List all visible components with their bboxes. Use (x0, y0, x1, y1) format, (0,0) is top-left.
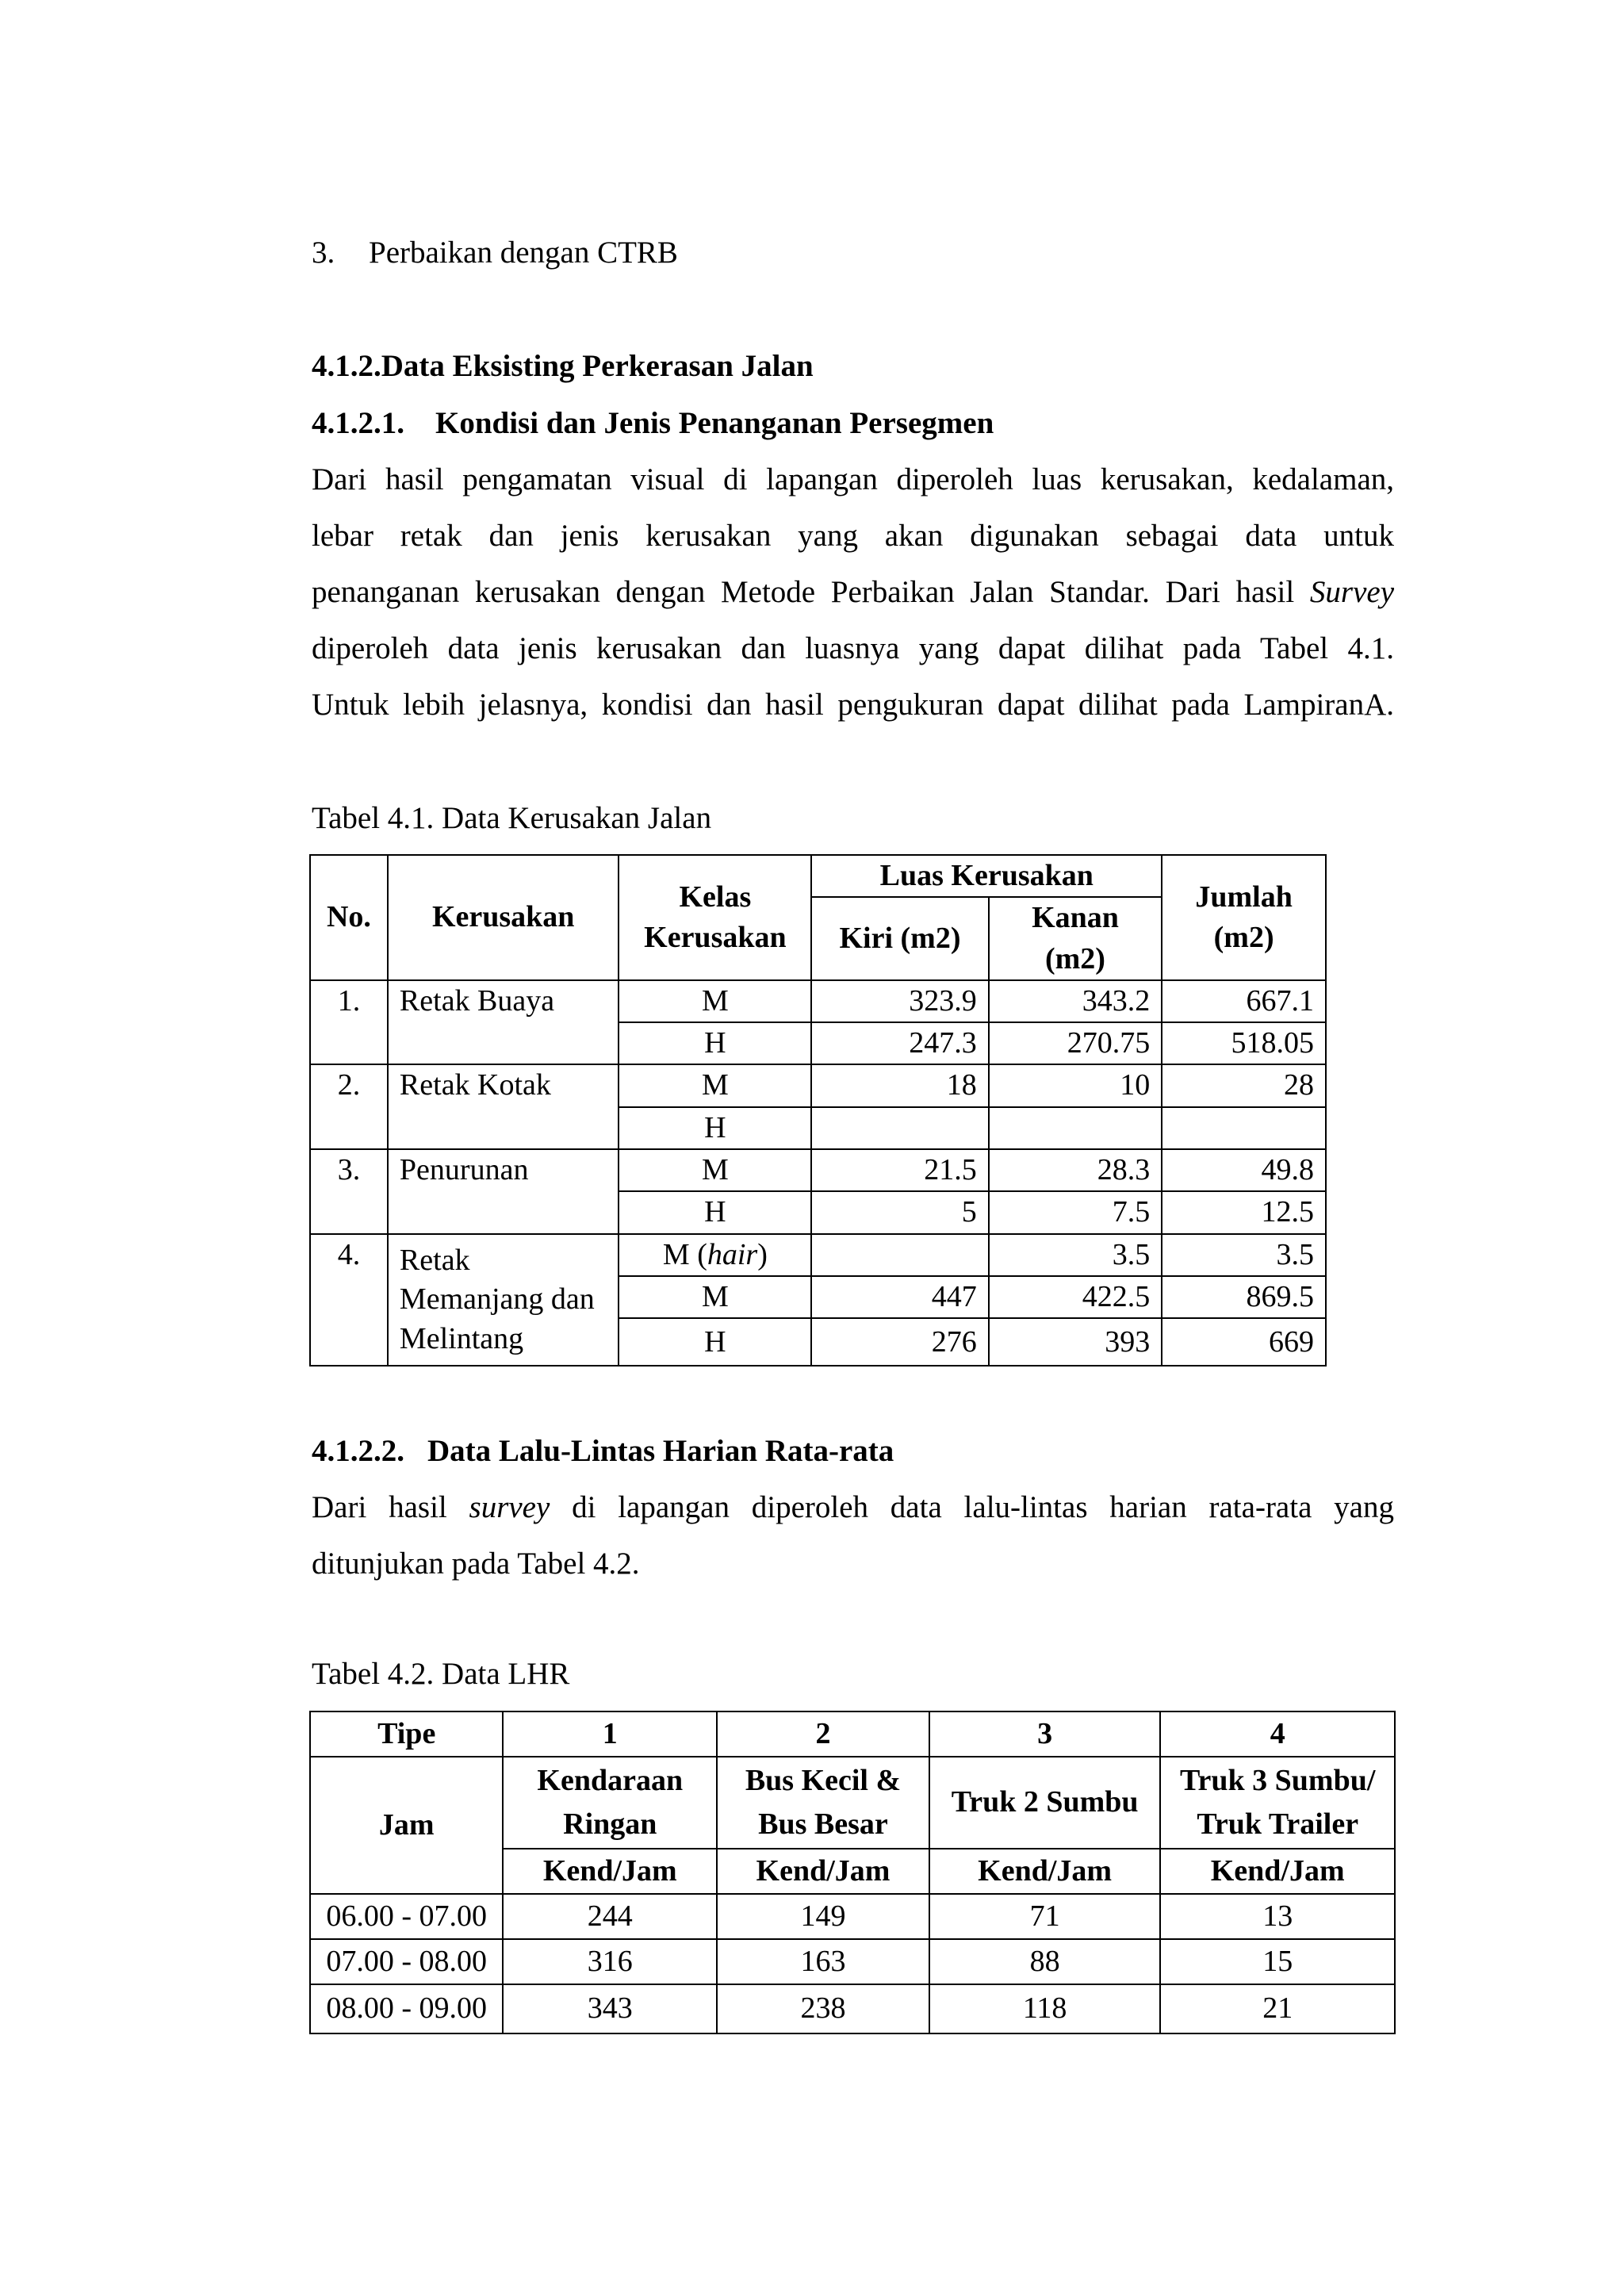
header-type-name: Truk 3 Sumbu/ Truk Trailer (1160, 1757, 1395, 1849)
header-type-name: Truk 2 Sumbu (929, 1757, 1161, 1849)
cell-kanan (989, 1107, 1162, 1149)
cell-kelas: H (619, 1107, 811, 1149)
cell-kelas-text: M (662, 1237, 690, 1271)
cell-kiri (811, 1234, 988, 1276)
cell-jam: 06.00 - 07.00 (310, 1894, 503, 1939)
heading-number: 4.1.2.2. (312, 1434, 404, 1468)
cell-value: 15 (1160, 1939, 1395, 1984)
header-type-num: 2 (717, 1711, 929, 1757)
cell-value: 71 (929, 1894, 1161, 1939)
table-row (310, 1234, 1326, 1276)
cell-no: 3. (310, 1149, 388, 1234)
cell-kanan: 393 (989, 1318, 1162, 1366)
cell-kelas-note: hair (707, 1237, 758, 1271)
heading-text: Data Lalu-Lintas Harian Rata-rata (427, 1434, 894, 1468)
lhr-table (309, 1711, 1396, 2034)
heading-text: Kondisi dan Jenis Penanganan Persegmen (435, 406, 994, 440)
cell-value: 118 (929, 1984, 1161, 2033)
cell-kelas: M (619, 980, 811, 1022)
header-kerusakan: Kerusakan (388, 855, 619, 980)
heading-text: Data Eksisting Perkerasan Jalan (381, 349, 814, 383)
header-kelas: Kelas Kerusakan (619, 855, 811, 980)
paragraph-italic-text: Survey (1309, 575, 1394, 609)
cell-kiri: 447 (811, 1276, 988, 1318)
table-caption: Tabel 4.1. Data Kerusakan Jalan (312, 801, 712, 835)
cell-kiri: 276 (811, 1318, 988, 1366)
table-row (310, 980, 1326, 1022)
cell-no: 2. (310, 1064, 388, 1149)
cell-jumlah: 669 (1162, 1318, 1326, 1366)
paragraph-italic-text: survey (469, 1490, 550, 1524)
header-kanan: Kanan (m2) (989, 897, 1162, 980)
cell-kerusakan: Retak Memanjang dan Melintang (388, 1234, 619, 1366)
cell-value: 88 (929, 1939, 1161, 1984)
header-kiri: Kiri (m2) (811, 897, 988, 980)
header-tipe: Tipe (310, 1711, 503, 1757)
cell-kerusakan: Retak Buaya (388, 980, 619, 1065)
section-heading-412 (312, 351, 814, 381)
header-type-name: Bus Kecil & Bus Besar (717, 1757, 929, 1849)
paragraph-line: lebar retak dan jenis kerusakan yang akan digunakan sebagai data untuk (312, 519, 1394, 553)
header-no: No. (310, 855, 388, 980)
heading-number: 4.1.2.1. (312, 406, 404, 440)
cell-kelas: H (619, 1191, 811, 1233)
cell-jumlah: 518.05 (1162, 1022, 1326, 1064)
cell-jumlah: 49.8 (1162, 1149, 1326, 1191)
cell-value: 149 (717, 1894, 929, 1939)
paragraph-line: ditunjukan pada Tabel 4.2. (312, 1547, 640, 1581)
table-row (310, 1064, 1326, 1106)
cell-kelas: H (619, 1022, 811, 1064)
cell-kanan: 343.2 (989, 980, 1162, 1022)
header-type-num: 1 (503, 1711, 717, 1757)
paragraph-text: di lapangan diperoleh data lalu-lintas harian rata-rata yang (550, 1490, 1394, 1524)
cell-kelas: H (619, 1318, 811, 1366)
cell-kiri (811, 1107, 988, 1149)
header-luas: Luas Kerusakan (811, 855, 1162, 897)
cell-jam: 07.00 - 08.00 (310, 1939, 503, 1984)
header-unit: Kend/Jam (929, 1849, 1161, 1894)
cell-kanan: 422.5 (989, 1276, 1162, 1318)
header-type-name: Kendaraan Ringan (503, 1757, 717, 1849)
cell-jam: 08.00 - 09.00 (310, 1984, 503, 2033)
cell-jumlah: 28 (1162, 1064, 1326, 1106)
cell-value: 21 (1160, 1984, 1395, 2033)
paragraph-text: Dari hasil (312, 1490, 469, 1524)
cell-value: 13 (1160, 1894, 1395, 1939)
paragraph-line: Dari hasil pengamatan visual di lapangan diperoleh luas kerusakan, kedalaman, (312, 462, 1394, 496)
cell-kerusakan: Retak Kotak (388, 1064, 619, 1149)
cell-value: 238 (717, 1984, 929, 2033)
cell-kanan: 10 (989, 1064, 1162, 1106)
list-item (312, 236, 678, 270)
cell-kelas: M (619, 1276, 811, 1318)
section-heading-4121 (312, 406, 994, 440)
cell-kanan: 270.75 (989, 1022, 1162, 1064)
table-caption: Tabel 4.2. Data LHR (312, 1657, 570, 1691)
cell-kanan: 28.3 (989, 1149, 1162, 1191)
cell-kelas: M (hair) (619, 1234, 811, 1276)
cell-kiri: 5 (811, 1191, 988, 1233)
header-jumlah: Jumlah (m2) (1162, 855, 1326, 980)
cell-kiri: 323.9 (811, 980, 988, 1022)
header-type-num: 3 (929, 1711, 1161, 1757)
paragraph-line: diperoleh data jenis kerusakan dan luasnya yang dapat dilihat pada Tabel 4.1. (312, 631, 1394, 665)
heading-number: 4.1.2. (312, 349, 381, 383)
damage-table (309, 854, 1327, 1366)
cell-kiri: 21.5 (811, 1149, 988, 1191)
table-row (310, 1939, 1395, 1984)
cell-kiri: 18 (811, 1064, 988, 1106)
cell-kelas: M (619, 1064, 811, 1106)
cell-value: 343 (503, 1984, 717, 2033)
table-row (310, 1984, 1395, 2033)
header-unit: Kend/Jam (1160, 1849, 1395, 1894)
cell-kerusakan: Penurunan (388, 1149, 619, 1234)
cell-no: 1. (310, 980, 388, 1065)
section-heading-4122 (312, 1434, 894, 1468)
cell-jumlah: 667.1 (1162, 980, 1326, 1022)
header-type-num: 4 (1160, 1711, 1395, 1757)
cell-jumlah: 12.5 (1162, 1191, 1326, 1233)
header-unit: Kend/Jam (503, 1849, 717, 1894)
cell-value: 244 (503, 1894, 717, 1939)
paragraph-text: penanganan kerusakan dengan Metode Perbaikan Jalan Standar. Dari hasil (312, 575, 1310, 609)
header-unit: Kend/Jam (717, 1849, 929, 1894)
cell-kanan: 3.5 (989, 1234, 1162, 1276)
cell-jumlah (1162, 1107, 1326, 1149)
cell-kanan: 7.5 (989, 1191, 1162, 1233)
cell-value: 316 (503, 1939, 717, 1984)
cell-value: 163 (717, 1939, 929, 1984)
cell-kelas: M (619, 1149, 811, 1191)
list-item-number: 3. (312, 236, 335, 270)
paragraph-line (312, 1492, 1394, 1523)
header-jam: Jam (310, 1757, 503, 1894)
paragraph-line: Untuk lebih jelasnya, kondisi dan hasil pengukuran dapat dilihat pada LampiranA. (312, 688, 1394, 722)
cell-jumlah: 3.5 (1162, 1234, 1326, 1276)
paragraph-line (312, 577, 1394, 608)
table-row (310, 1149, 1326, 1191)
list-item-text: Perbaikan dengan CTRB (369, 236, 678, 270)
cell-jumlah: 869.5 (1162, 1276, 1326, 1318)
cell-no: 4. (310, 1234, 388, 1366)
cell-kiri: 247.3 (811, 1022, 988, 1064)
table-row (310, 1894, 1395, 1939)
